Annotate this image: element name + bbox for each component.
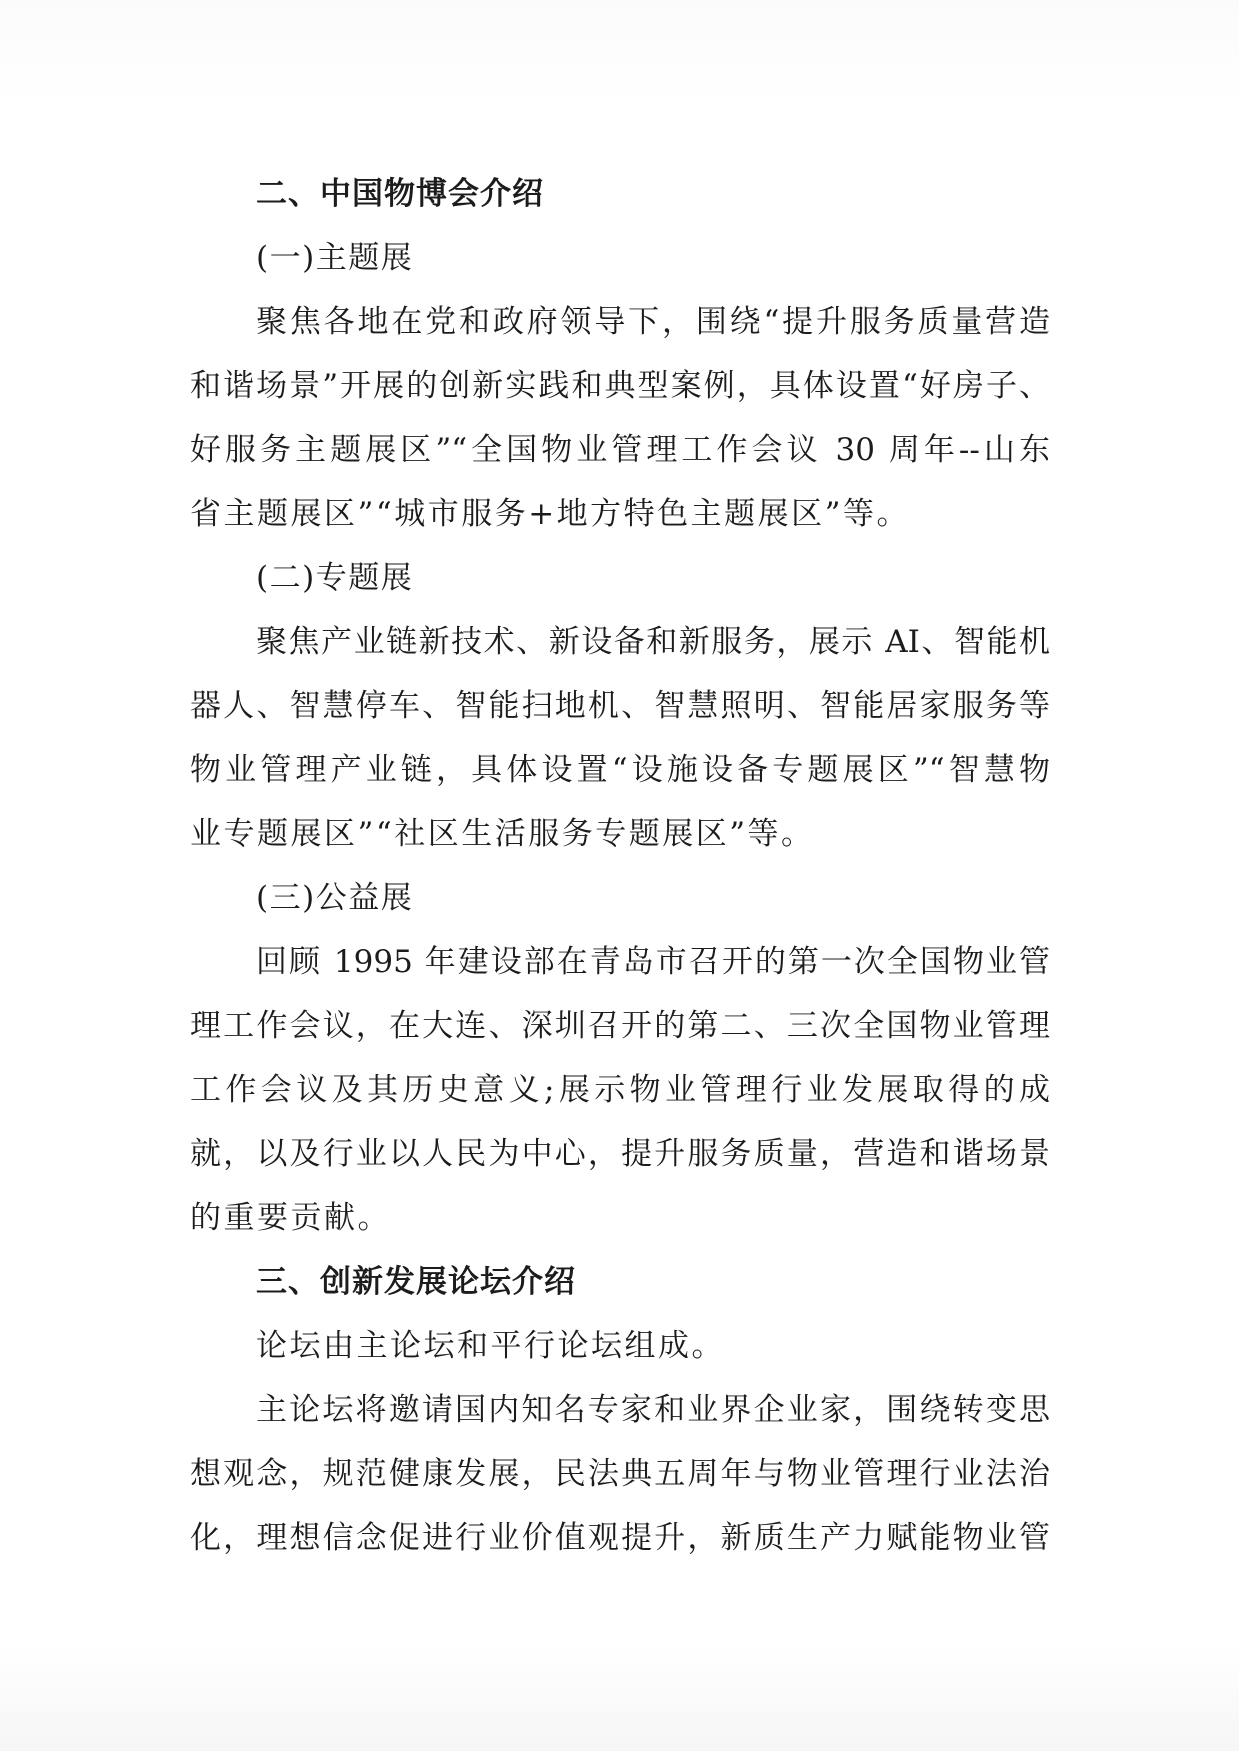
paragraph-line: 理工作会议，在大连、深圳召开的第二、三次全国物业管理 <box>190 1008 1050 1044</box>
paragraph-line: 好服务主题展区”“全国物业管理工作会议 30 周年--山东 <box>190 432 1050 468</box>
subheading-theme-exhibition: (一)主题展 <box>256 240 414 276</box>
paragraph-line: 物业管理产业链，具体设置“设施设备专题展区”“智慧物 <box>190 752 1050 788</box>
paragraph-line: 论坛由主论坛和平行论坛组成。 <box>256 1328 725 1364</box>
paragraph-line: 化，理想信念促进行业价值观提升，新质生产力赋能物业管 <box>190 1520 1050 1556</box>
paragraph-line: 聚焦各地在党和政府领导下，围绕“提升服务质量营造 <box>256 304 1050 340</box>
subheading-public-welfare-exhibition: (三)公益展 <box>256 880 414 916</box>
paragraph-line: 聚焦产业链新技术、新设备和新服务，展示 AI、智能机 <box>256 624 1050 660</box>
paragraph-line: 的重要贡献。 <box>190 1200 391 1236</box>
paragraph-line: 器人、智慧停车、智能扫地机、智慧照明、智能居家服务等 <box>190 688 1050 724</box>
paragraph-line: 想观念，规范健康发展，民法典五周年与物业管理行业法治 <box>190 1456 1050 1492</box>
subheading-special-exhibition: (二)专题展 <box>256 560 414 596</box>
section-heading-forum: 三、创新发展论坛介绍 <box>256 1264 576 1300</box>
paragraph-line: 和谐场景”开展的创新实践和典型案例，具体设置“好房子、 <box>190 368 1050 404</box>
paragraph-line: 业专题展区”“社区生活服务专题展区”等。 <box>190 816 815 852</box>
paragraph-line: 省主题展区”“城市服务+地方特色主题展区”等。 <box>190 496 911 532</box>
paragraph-line: 主论坛将邀请国内知名专家和业界企业家，围绕转变思 <box>256 1392 1050 1428</box>
paragraph-line: 工作会议及其历史意义;展示物业管理行业发展取得的成 <box>190 1072 1050 1108</box>
paragraph-line: 回顾 1995 年建设部在青岛市召开的第一次全国物业管 <box>256 944 1050 980</box>
document-body <box>190 162 1050 1570</box>
section-heading-expo: 二、中国物博会介绍 <box>256 176 544 212</box>
paragraph-line: 就，以及行业以人民为中心，提升服务质量，营造和谐场景 <box>190 1136 1050 1172</box>
